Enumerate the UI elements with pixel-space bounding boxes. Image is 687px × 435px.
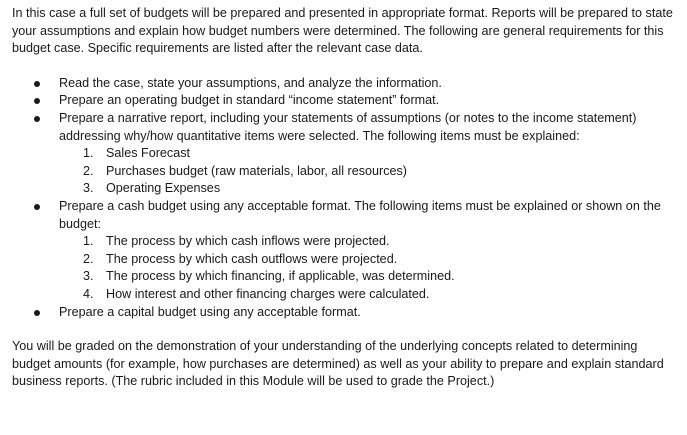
requirement-text: Prepare a capital budget using any acceptable format.	[59, 304, 361, 319]
requirement-text: Prepare a narrative report, including your statements of assumptions (or notes to the income statement) addressing why/how quantitative items were selected. The following items must be explained:	[59, 110, 637, 143]
sub-item-text: How interest and other financing charges were calculated.	[106, 286, 430, 301]
bullet-icon	[34, 310, 40, 316]
requirement-text: Prepare a cash budget using any acceptable format. The following items must be explained or shown on the budget:	[59, 198, 661, 231]
sub-item-number: 3.	[83, 269, 94, 284]
bullet-icon	[34, 116, 40, 122]
sub-item-number: 1.	[83, 146, 94, 161]
sub-item	[59, 286, 679, 304]
requirement-item	[12, 198, 679, 304]
sub-item-number: 2.	[83, 251, 94, 266]
closing-paragraph: You will be graded on the demonstration of your understanding of the underlying concepts related to determining budget amounts (for example, how purchases are determined) as well as your ability to prepare and explain standard business reports. (The rubric included in this Module will be used to grade the Project.)	[12, 339, 664, 389]
sub-item-text: Purchases budget (raw materials, labor, all resources)	[106, 163, 407, 178]
requirement-item	[12, 75, 679, 93]
intro-paragraph: In this case a full set of budgets will be prepared and presented in appropriate format. Reports will be prepared to state your assumptions and explain how budget numbers were determined. The following are general requirements for this budget case. Specific requirements are listed after the relevant case data.	[12, 6, 673, 56]
bullet-icon	[34, 81, 40, 87]
sub-item-number: 4.	[83, 286, 94, 301]
requirement-item	[12, 110, 679, 198]
requirement-item	[12, 304, 679, 322]
sub-item-number: 1.	[83, 234, 94, 249]
requirements-list	[12, 75, 679, 321]
sub-item-number: 2.	[83, 163, 94, 178]
requirement-text: Read the case, state your assumptions, and analyze the information.	[59, 75, 442, 90]
sub-item-text: Sales Forecast	[106, 146, 190, 161]
sub-item	[59, 145, 679, 163]
sub-item	[59, 251, 679, 269]
sub-item	[59, 268, 679, 286]
requirement-item	[12, 92, 679, 110]
sub-item	[59, 233, 679, 251]
cash-budget-items-list	[59, 233, 679, 303]
sub-item-text: The process by which financing, if applicable, was determined.	[106, 269, 455, 284]
sub-item	[59, 180, 679, 198]
sub-item-text: The process by which cash outflows were projected.	[106, 251, 398, 266]
sub-item-number: 3.	[83, 181, 94, 196]
sub-item-text: The process by which cash inflows were projected.	[106, 234, 390, 249]
sub-item	[59, 163, 679, 181]
bullet-icon	[34, 204, 40, 210]
sub-item-text: Operating Expenses	[106, 181, 221, 196]
bullet-icon	[34, 98, 40, 104]
narrative-items-list	[59, 145, 679, 198]
requirement-text: Prepare an operating budget in standard “income statement” format.	[59, 93, 440, 108]
